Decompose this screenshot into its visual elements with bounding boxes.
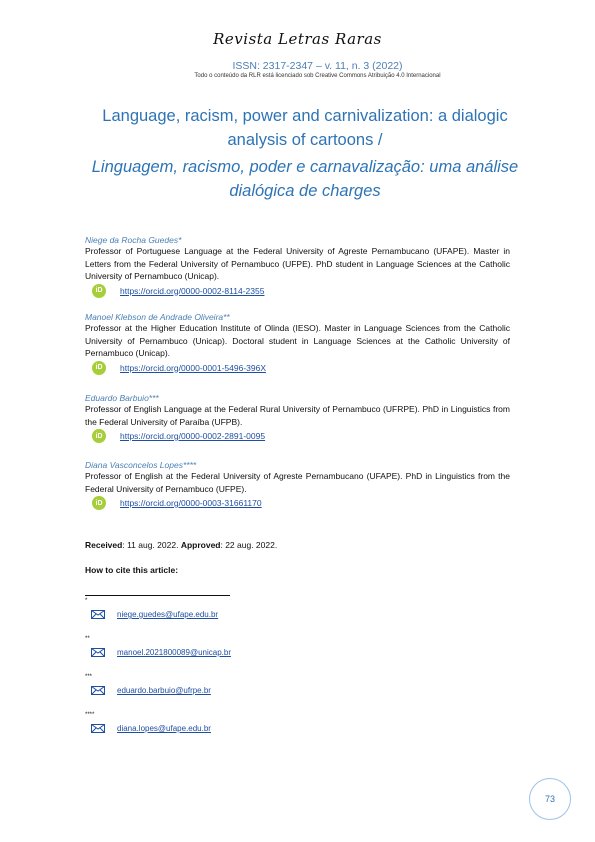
author-affiliation: Professor of English Language at the Federal Rural University of Pernambuco (UFRPE). PhD in Linguistics from the Federal University of Paraíba (UFPB). [85, 404, 510, 427]
orcid-link[interactable]: https://orcid.org/0000-0002-2891-0095 [120, 431, 266, 441]
email-link[interactable]: manoel.2021800089@unicap.br [117, 648, 231, 657]
author-name: Eduardo Barbuio*** [85, 393, 159, 403]
email-link[interactable]: eduardo.barbuio@ufrpe.br [117, 686, 211, 695]
received-label: Received [85, 540, 123, 550]
orcid-icon: iD [92, 496, 106, 510]
orcid-row [92, 428, 510, 444]
author-block [85, 460, 510, 511]
author-affiliation: Professor of English at the Federal University of Agreste Pernambucano (UFAPE). PhD in Linguistics from the Federal University of Pernambuco (UFPE). [85, 471, 510, 494]
orcid-link[interactable]: https://orcid.org/0000-0001-5496-396X [120, 362, 267, 373]
email-icon [91, 610, 105, 619]
email-icon [91, 648, 105, 657]
footnote-mark: *** [85, 674, 93, 680]
author-block [85, 235, 510, 299]
license-note: Todo o conteúdo da RLR está licenciado sob Creative Commons Atribuição 4.0 Internacional [194, 73, 441, 79]
submission-dates [85, 540, 277, 550]
footnote-mark: * [85, 598, 88, 604]
footnote-mark: ** [85, 636, 90, 642]
footnote-divider [85, 595, 230, 596]
author-affiliation: Professor of Portuguese Language at the Federal University of Agreste Pernambucano (UFAPE). Master in Letters from the Federal University of Pernambuco (UFPE). PhD student in Language Sciences at the Catholic University of Pernambuco (Unicap). [85, 246, 510, 281]
article-title-english: Language, racism, power and carnivalization: a dialogic analysis of cartoons / [102, 107, 508, 149]
email-link[interactable]: niege.guedes@ufape.edu.br [117, 610, 219, 619]
footnote-mark: **** [85, 712, 95, 718]
approved-value: : 22 aug. 2022. [220, 540, 278, 550]
received-value: : 11 aug. 2022. [122, 540, 179, 550]
footnote [85, 598, 218, 619]
footnote [85, 636, 231, 657]
footnote [85, 674, 211, 695]
author-name: Manoel Klebson de Andrade Oliveira** [85, 312, 230, 322]
approved-label: Approved [180, 540, 221, 550]
email-icon [91, 724, 105, 733]
orcid-link[interactable]: https://orcid.org/0000-0002-8114-2355 [120, 285, 265, 296]
author-affiliation: Professor at the Higher Education Institute of Olinda (IESO). Master in Language Sciences from the Catholic University of Pernambuco (Unicap). Doctoral student in Language Sciences at the Catholic University of Pernambuco (Unicap). [85, 323, 510, 358]
orcid-row [92, 283, 510, 299]
page-number: 73 [529, 778, 571, 820]
journal-title: Revista Letras Raras [213, 30, 382, 48]
issn-line: ISSN: 2317-2347 – v. 11, n. 3 (2022) [232, 60, 403, 72]
article-title-portuguese: Linguagem, racismo, poder e carnavalização: uma análise dialógica de charges [91, 158, 519, 200]
author-block [85, 393, 510, 444]
orcid-row [92, 360, 510, 376]
orcid-link[interactable]: https://orcid.org/0000-0003-31661170 [120, 498, 262, 508]
email-link[interactable]: diana.lopes@ufape.edu.br [117, 724, 211, 733]
orcid-icon: iD [92, 429, 106, 443]
author-name: Niege da Rocha Guedes* [85, 235, 182, 245]
orcid-row [92, 495, 510, 511]
cite-heading: How to cite this article: [85, 565, 179, 575]
orcid-icon: iD [92, 361, 106, 375]
author-name: Diana Vasconcelos Lopes**** [85, 460, 197, 470]
author-block [85, 312, 510, 376]
footnote [85, 712, 211, 733]
orcid-icon: iD [92, 284, 106, 298]
email-icon [91, 686, 105, 695]
